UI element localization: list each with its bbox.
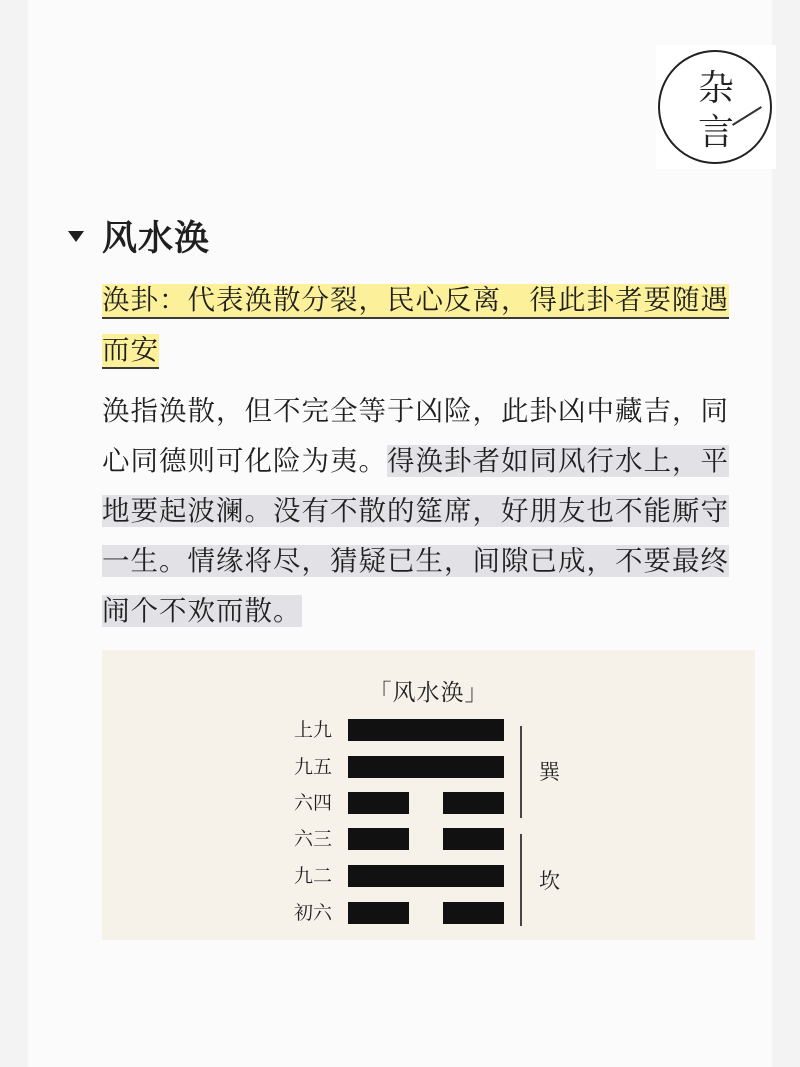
yao-segment-right: [443, 828, 504, 850]
hexagram-diagram: [102, 650, 755, 940]
section-heading[interactable]: [68, 214, 210, 258]
line-label-6: 上九: [294, 719, 333, 741]
description-paragraph: [102, 386, 752, 636]
description-plain-text: 涣指涣散，但不完全等于凶险，此卦凶中藏吉，同心同德则可化险为夷。: [102, 395, 729, 477]
yao-segment-right: [443, 792, 504, 814]
summary-paragraph: [102, 275, 752, 375]
line-label-5: 九五: [294, 756, 333, 778]
zayan-seal-logo: [656, 45, 776, 169]
summary-highlight: 涣卦：代表涣散分裂，民心反离，得此卦者要随遇而安: [102, 284, 729, 369]
yao-line-broken: [348, 902, 504, 924]
yao-line-broken: [348, 792, 504, 814]
yao-segment-left: [348, 902, 409, 924]
yao-line-solid: [348, 865, 504, 887]
upper-trigram-name: 巽: [539, 760, 560, 784]
seal-char-top: 杂: [697, 68, 734, 109]
collapse-triangle-icon[interactable]: [68, 231, 84, 242]
yao-line-solid: [348, 719, 504, 741]
upper-trigram-bracket: [520, 726, 522, 818]
lower-trigram-bracket: [520, 834, 522, 926]
description-highlight: 得涣卦者如同风行水上，平地要起波澜。没有不散的筵席，好朋友也不能厮守一生。情缘将尽，猜疑已生，间隙已成，不要最终闹个不欢而散。: [102, 445, 729, 627]
line-label-2: 九二: [294, 865, 333, 887]
section-title: 风水涣: [102, 219, 211, 259]
line-label-3: 六三: [294, 828, 333, 850]
seal-char-bottom: 言: [697, 112, 734, 153]
lower-trigram-name: 坎: [539, 869, 560, 893]
line-label-1: 初六: [294, 902, 333, 924]
page: [28, 0, 772, 1067]
yao-segment-left: [348, 792, 409, 814]
yao-line-broken: [348, 828, 504, 850]
yao-segment-right: [443, 902, 504, 924]
hexagram-title: 「风水涣」: [368, 680, 489, 706]
yao-line-solid: [348, 756, 504, 778]
yao-segment-left: [348, 828, 409, 850]
line-label-4: 六四: [294, 792, 333, 814]
